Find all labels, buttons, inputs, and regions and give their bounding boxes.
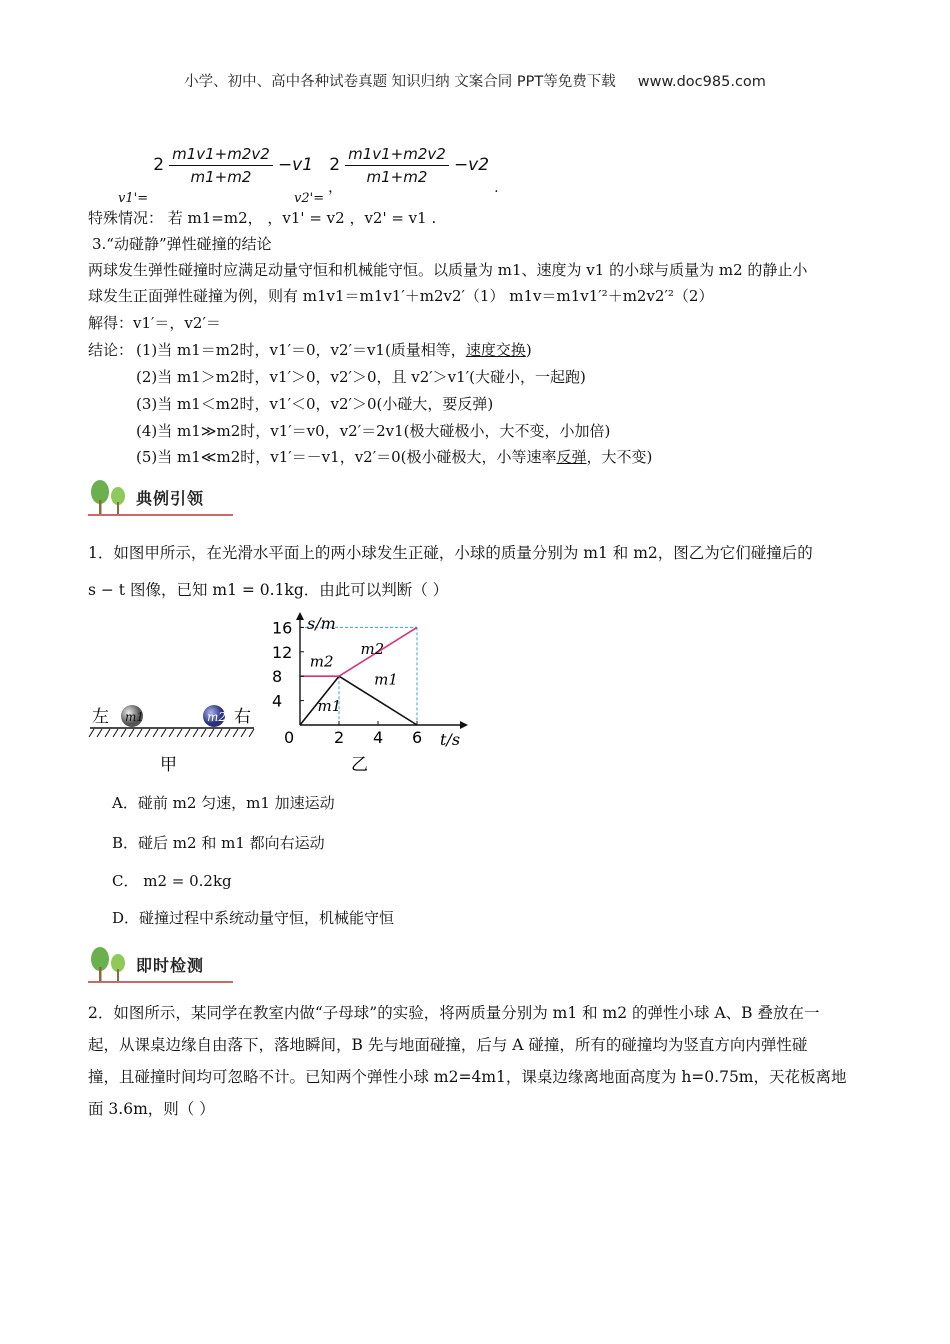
tree-icon — [88, 476, 134, 516]
fraction: $\frac{m1v1+m2v2}{m1+m2}$ — [169, 145, 273, 186]
option-a[interactable]: A．碰前 m2 匀速，m1 加速运动 — [112, 794, 335, 812]
ball-m1-label: m1 — [125, 710, 145, 724]
q1-line2: s − t 图像，已知 m1 = 0.1kg．由此可以判断（ ） — [88, 581, 449, 599]
q2-line4: 面 3.6m，则（ ） — [88, 1100, 215, 1118]
figure-jia — [88, 695, 258, 775]
section-3-line2: 球发生正面弹性碰撞为例，则有 m1v1＝m1v1′＋m2v2′（1） m1v＝m1v1′²＋m2v2′²（2） — [88, 287, 714, 305]
solve-line: 解得：v1′＝，v2′＝ — [88, 314, 221, 332]
ytick-label-12: 12 — [272, 642, 293, 662]
caption-yi: 乙 — [351, 755, 368, 775]
header-url[interactable]: www.doc985.com — [637, 74, 766, 90]
q1-line1: 1．如图甲所示，在光滑水平面上的两小球发生正碰，小球的质量分别为 m1 和 m2，图乙为它们碰撞后的 — [88, 544, 813, 562]
q2-line2: 起，从课桌边缘自由落下，落地瞬间，B 先与地面碰撞，后与 A 碰撞，所有的碰撞均为竖直方向内弹性碰 — [88, 1036, 808, 1054]
series-label-0: m2 — [309, 652, 334, 671]
ytick-label-4: 4 — [272, 691, 283, 711]
x-axis-label: t/s — [440, 730, 461, 749]
ytick-label-16: 16 — [272, 618, 293, 638]
section-3-title: 3.“动碰静”弹性碰撞的结论 — [92, 235, 272, 253]
section-3-line1: 两球发生弹性碰撞时应满足动量守恒和机械能守恒。以质量为 m1、速度为 v1 的小球与质量为 m2 的静止小 — [88, 261, 808, 279]
origin-label: 0 — [284, 728, 295, 747]
x-axis-arrow — [460, 721, 468, 729]
conclusion-label: 结论： — [88, 341, 134, 359]
y-axis-label: s/m — [307, 614, 336, 633]
ball-m2-label: m2 — [207, 710, 227, 724]
page-header — [0, 70, 950, 91]
special-case: 特殊情况： 若 m1=m2， ，v1' = v2 ，v2' = v1 . — [88, 209, 437, 227]
banner-examples: 典例引领 — [88, 476, 233, 516]
collision-diagram — [88, 695, 258, 775]
tree-icon — [88, 943, 134, 983]
series-label-3: m1 — [317, 696, 342, 715]
xtick-label-2: 2 — [334, 728, 345, 747]
conclusion-1: (1)当 m1＝m2时，v1′＝0，v2′＝v1(质量相等，速度交换) — [136, 341, 532, 359]
header-text: 小学、初中、高中各种试卷真题 知识归纳 文案合同 PPT等免费下载 — [184, 74, 616, 90]
option-c[interactable]: C． m2 = 0.2kg — [112, 872, 232, 890]
series-label-2: m1 — [374, 670, 398, 689]
option-d[interactable]: D．碰撞过程中系统动量守恒，机械能守恒 — [112, 909, 395, 927]
caption-jia: 甲 — [160, 755, 177, 775]
q2-line3: 撞，且碰撞时间均可忽略不计。已知两个弹性小球 m2=4m1，课桌边缘离地面高度为 h=0.75m，天花板离地 — [88, 1068, 847, 1086]
conclusion-5: (5)当 m1≪m2时，v1′＝－v1，v2′＝0(极小碰极大，小等速率反弹，大不变) — [136, 448, 653, 466]
formula-v2: $_{v2'=}$ 2 $\frac{m1v1+m2v2}{m1+m2}$ −v2 . — [294, 145, 499, 206]
conclusion-3: (3)当 m1＜m2时，v1′＜0，v2′＞0(小碰大，要反弹) — [136, 395, 494, 413]
xtick-label-6: 6 — [412, 728, 423, 747]
st-chart — [270, 610, 470, 775]
label-right: 右 — [234, 707, 251, 727]
y-axis-arrow — [296, 612, 304, 620]
xtick-label-4: 4 — [373, 728, 384, 747]
formula-v1: $_{v1'=}$ 2 $\frac{m1v1+m2v2}{m1+m2}$ −v1 ， — [118, 145, 343, 206]
ytick-label-8: 8 — [272, 667, 283, 687]
label-left: 左 — [92, 707, 109, 727]
series-label-1: m2 — [360, 640, 385, 659]
conclusion-4: (4)当 m1≫m2时，v1′＝v0，v2′＝2v1(极大碰极小，大不变，小加倍) — [136, 422, 611, 440]
option-b[interactable]: B．碰后 m2 和 m1 都向右运动 — [112, 834, 325, 852]
banner-quick-check: 即时检测 — [88, 943, 233, 983]
conclusion-2: (2)当 m1＞m2时，v1′＞0，v2′＞0，且 v2′＞v1′(大碰小，一起跑) — [136, 368, 586, 386]
fraction: $\frac{m1v1+m2v2}{m1+m2}$ — [345, 145, 449, 186]
q2-line1: 2．如图所示，某同学在教室内做“子母球”的实验，将两质量分别为 m1 和 m2 的弹性小球 A、B 叠放在一 — [88, 1004, 820, 1022]
